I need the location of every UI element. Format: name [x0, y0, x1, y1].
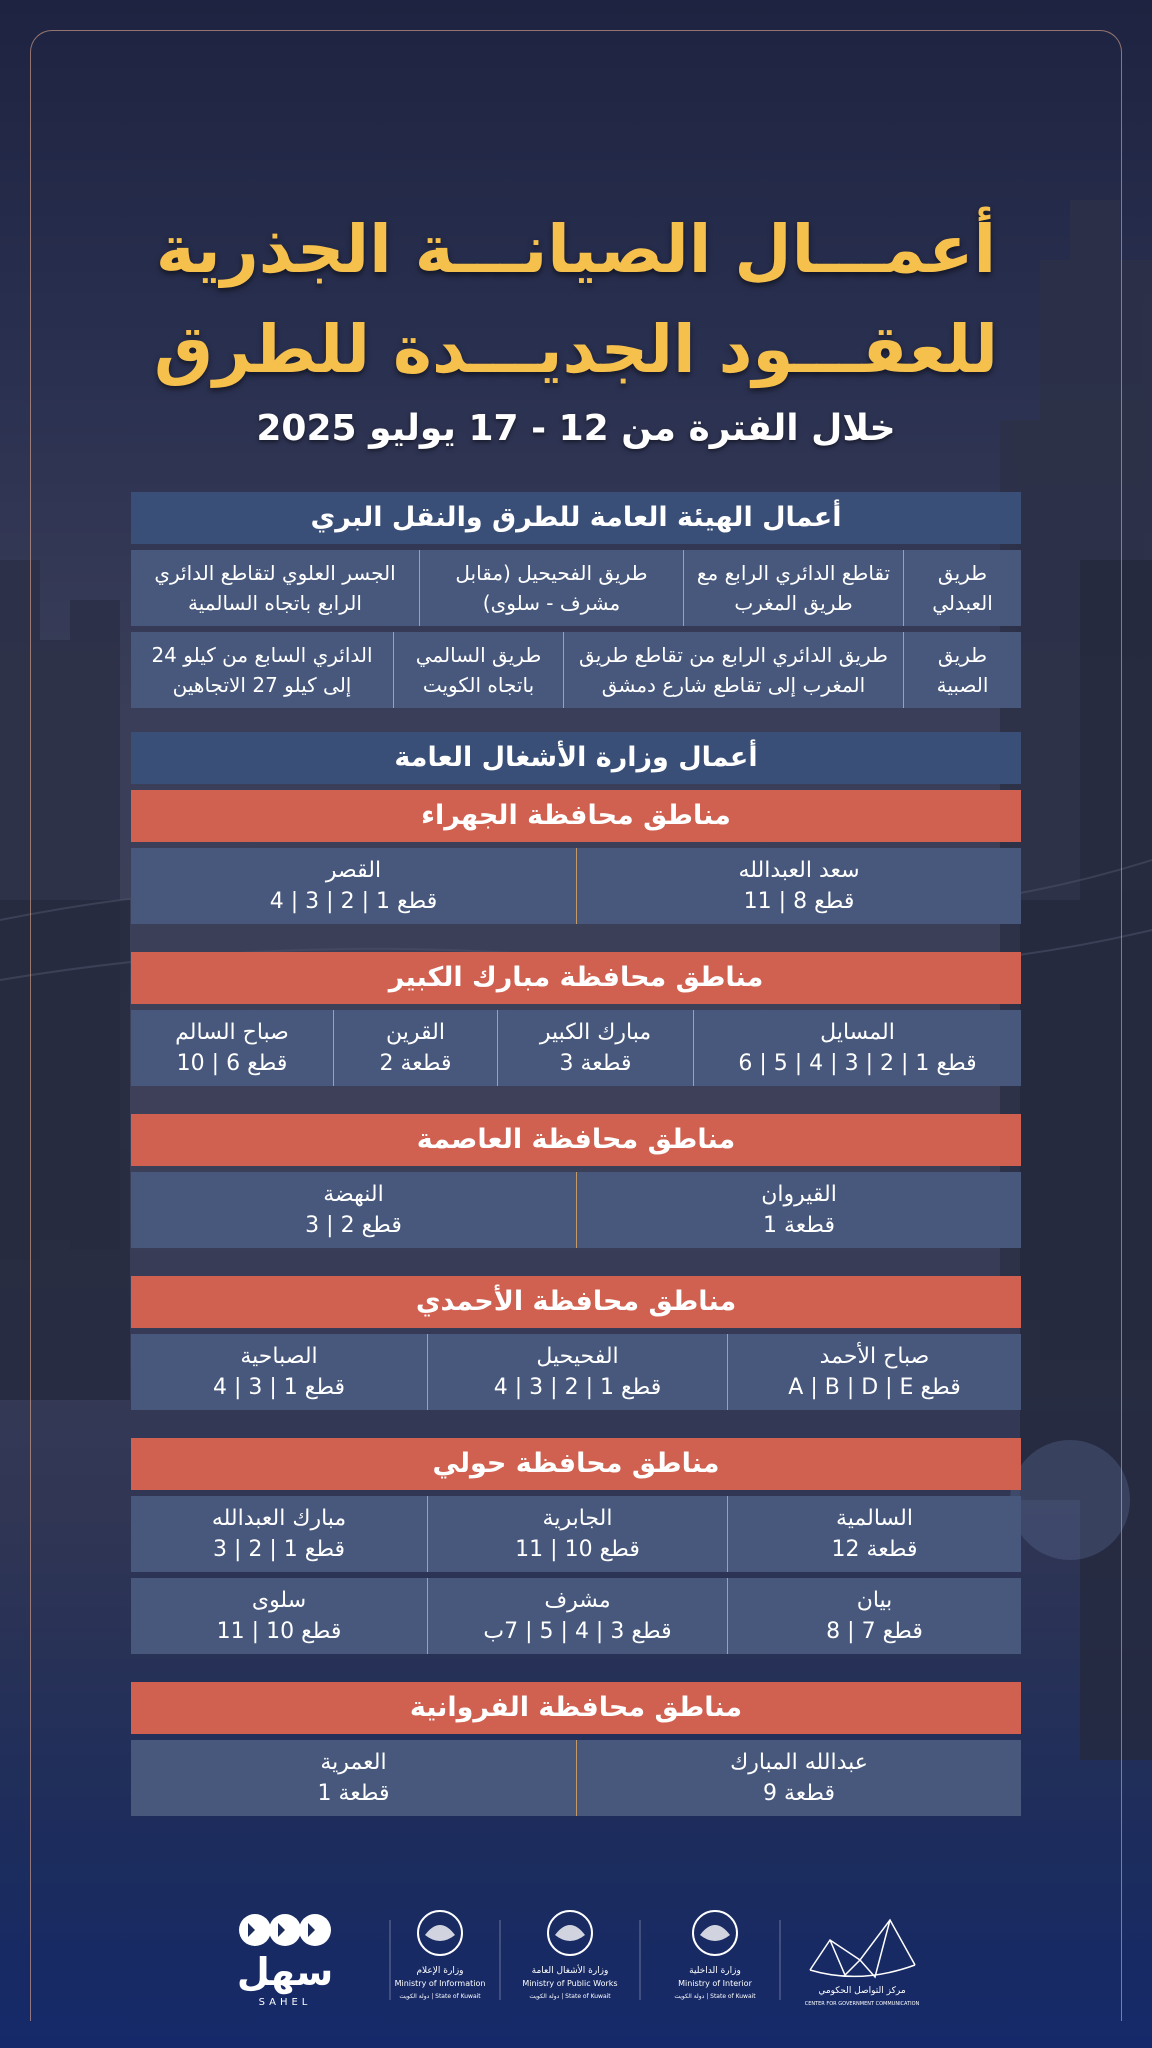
- sahel-logo: [237, 1914, 333, 2008]
- governorate-row: [131, 848, 1021, 924]
- area-blocks: قطع 1 | 2 | 3: [212, 1537, 346, 1562]
- area-blocks: قطع 10 | 11: [515, 1537, 640, 1562]
- area-cell: [427, 1496, 727, 1572]
- authority-cell: تقاطع الدائري الرابع مع طريق المغرب: [683, 550, 903, 626]
- governorate-header-capital: مناطق محافظة العاصمة: [131, 1114, 1021, 1166]
- main-content: [131, 492, 1021, 1822]
- area-blocks: قطع 1 | 2 | 3 | 4: [493, 1375, 662, 1400]
- area-name: عبدالله المبارك: [730, 1750, 868, 1775]
- area-cell: [727, 1496, 1021, 1572]
- authority-row: [131, 550, 1021, 626]
- sahel-logo-en: SAHEL: [258, 1997, 312, 2008]
- area-blocks: قطع 1 | 3 | 4: [212, 1375, 346, 1400]
- area-blocks: قطعة 3: [559, 1051, 632, 1076]
- period-subtitle: خلال الفترة من 12 - 17 يوليو 2025: [256, 408, 896, 449]
- svg-text:وزارة الإعلام: وزارة الإعلام: [416, 1966, 464, 1976]
- area-name: المسايل: [820, 1020, 895, 1045]
- area-blocks: قطع 1 | 2 | 3 | 4 | 5 | 6: [738, 1051, 977, 1076]
- area-cell: [131, 848, 576, 924]
- title-line-2: للعقـــود الجديـــدة للطرق: [153, 311, 999, 388]
- svg-text:Ministry of Public Works: Ministry of Public Works: [522, 1979, 618, 1988]
- area-cell: [497, 1010, 693, 1086]
- governorate-header-farwaniya: مناطق محافظة الفروانية: [131, 1682, 1021, 1734]
- area-blocks: قطع A | B | D | E: [788, 1375, 961, 1400]
- svg-text:وزارة الأشغال العامة: وزارة الأشغال العامة: [531, 1966, 609, 1976]
- area-blocks: قطعة 12: [831, 1537, 918, 1562]
- governorate-header-ahmadi: مناطق محافظة الأحمدي: [131, 1276, 1021, 1328]
- svg-text:State of Kuwait | دولة الكويت: State of Kuwait | دولة الكويت: [674, 1993, 756, 2000]
- area-name: العمرية: [320, 1750, 387, 1775]
- governorate-row: [131, 1496, 1021, 1572]
- sahel-logo-text: سهل: [236, 1950, 334, 1994]
- svg-text:مركز التواصل الحكومي: مركز التواصل الحكومي: [818, 1986, 906, 1996]
- area-name: سلوى: [251, 1588, 307, 1613]
- area-cell: [131, 1740, 576, 1816]
- governorate-header-jahra: مناطق محافظة الجهراء: [131, 790, 1021, 842]
- ministry-of-public-works-logo: [522, 1911, 617, 2000]
- area-name: صباح الأحمد: [819, 1344, 930, 1369]
- area-name: الفحيحيل: [536, 1344, 619, 1369]
- area-blocks: قطعة 1: [317, 1781, 390, 1806]
- governorate-header-hawalli: مناطق محافظة حولي: [131, 1438, 1021, 1490]
- authority-cell: الجسر العلوي لتقاطع الدائري الرابع باتجاه السالمية: [154, 561, 396, 615]
- governorate-row: [131, 1578, 1021, 1654]
- area-cell: [427, 1578, 727, 1654]
- area-blocks: قطع 6 | 10: [176, 1051, 288, 1076]
- authority-cell: طريق الفحيحيل (مقابل مشرف - سلوى): [419, 550, 683, 626]
- area-cell: [131, 1010, 333, 1086]
- area-cell: [693, 1010, 1021, 1086]
- area-name: القصر: [325, 858, 382, 883]
- area-cell: [427, 1334, 727, 1410]
- area-name: بيان: [856, 1588, 893, 1613]
- area-name: النهضة: [323, 1182, 384, 1207]
- svg-text:CENTER FOR GOVERNMENT COMMUNIC: CENTER FOR GOVERNMENT COMMUNICATION: [804, 2001, 920, 2007]
- area-name: سعد العبدالله: [738, 858, 860, 883]
- governorate-row: [131, 1010, 1021, 1086]
- governorate-row: [131, 1740, 1021, 1816]
- svg-text:وزارة الداخلية: وزارة الداخلية: [689, 1966, 741, 1976]
- authority-section-header: أعمال الهيئة العامة للطرق والنقل البري: [131, 492, 1021, 544]
- svg-text:Ministry of Interior: Ministry of Interior: [678, 1979, 752, 1988]
- area-name: الصباحية: [240, 1344, 318, 1369]
- area-cell: [576, 1172, 1021, 1248]
- area-blocks: قطعة 1: [763, 1213, 835, 1238]
- area-name: صباح السالم: [175, 1020, 289, 1045]
- svg-text:State of Kuwait | دولة الكويت: State of Kuwait | دولة الكويت: [399, 1993, 481, 2000]
- area-name: السالمية: [836, 1506, 913, 1531]
- area-cell: [727, 1334, 1021, 1410]
- authority-cell: طريق العبدلي: [903, 550, 1021, 626]
- svg-text:Ministry of Information: Ministry of Information: [394, 1979, 486, 1988]
- area-cell: [576, 1740, 1021, 1816]
- area-blocks: قطعة 9: [763, 1781, 835, 1806]
- area-name: مشرف: [544, 1588, 611, 1613]
- ministry-section-header: أعمال وزارة الأشغال العامة: [131, 732, 1021, 784]
- area-cell: [131, 1172, 576, 1248]
- area-blocks: قطع 8 | 11: [743, 889, 855, 914]
- authority-cell: طريق السالمي باتجاه الكويت: [393, 632, 563, 708]
- area-cell: [131, 1334, 427, 1410]
- area-cell: [131, 1496, 427, 1572]
- area-blocks: قطع 10 | 11: [216, 1619, 342, 1644]
- area-blocks: قطع 3 | 4 | 5 | 7ب: [483, 1619, 672, 1644]
- area-name: القيروان: [761, 1182, 837, 1207]
- area-name: الجابرية: [542, 1506, 613, 1531]
- authority-cell: طريق الصبية: [903, 632, 1021, 708]
- area-name: القرين: [386, 1020, 445, 1045]
- title-line-1: أعمـــال الصيانـــة الجذرية: [155, 211, 997, 288]
- main-title: [0, 200, 1152, 400]
- authority-cell: الدائري السابع من كيلو 24 إلى كيلو 27 الاتجاهين: [151, 643, 373, 697]
- ministry-of-interior-logo: [674, 1911, 756, 2000]
- area-blocks: قطع 2 | 3: [305, 1213, 402, 1238]
- area-cell: [727, 1578, 1021, 1654]
- gov-communication-center-logo: [805, 1920, 920, 2007]
- area-name: مبارك العبدالله: [211, 1506, 347, 1531]
- footer-logos: [0, 1905, 1152, 2015]
- governorate-header-mubarak-alkabeer: مناطق محافظة مبارك الكبير: [131, 952, 1021, 1004]
- governorate-row: [131, 1334, 1021, 1410]
- authority-cell: طريق الدائري الرابع من تقاطع طريق المغرب إلى تقاطع شارع دمشق: [563, 632, 903, 708]
- area-cell: [131, 1578, 427, 1654]
- governorate-row: [131, 1172, 1021, 1248]
- area-cell: [333, 1010, 497, 1086]
- area-blocks: قطعة 2: [379, 1051, 452, 1076]
- svg-text:State of Kuwait | دولة الكويت: State of Kuwait | دولة الكويت: [529, 1993, 611, 2000]
- area-name: مبارك الكبير: [539, 1020, 652, 1045]
- authority-row: [131, 632, 1021, 708]
- ministry-of-information-logo: [395, 1911, 486, 2000]
- area-blocks: قطع 7 | 8: [826, 1619, 923, 1644]
- area-cell: [576, 848, 1021, 924]
- area-blocks: قطع 1 | 2 | 3 | 4: [269, 889, 438, 914]
